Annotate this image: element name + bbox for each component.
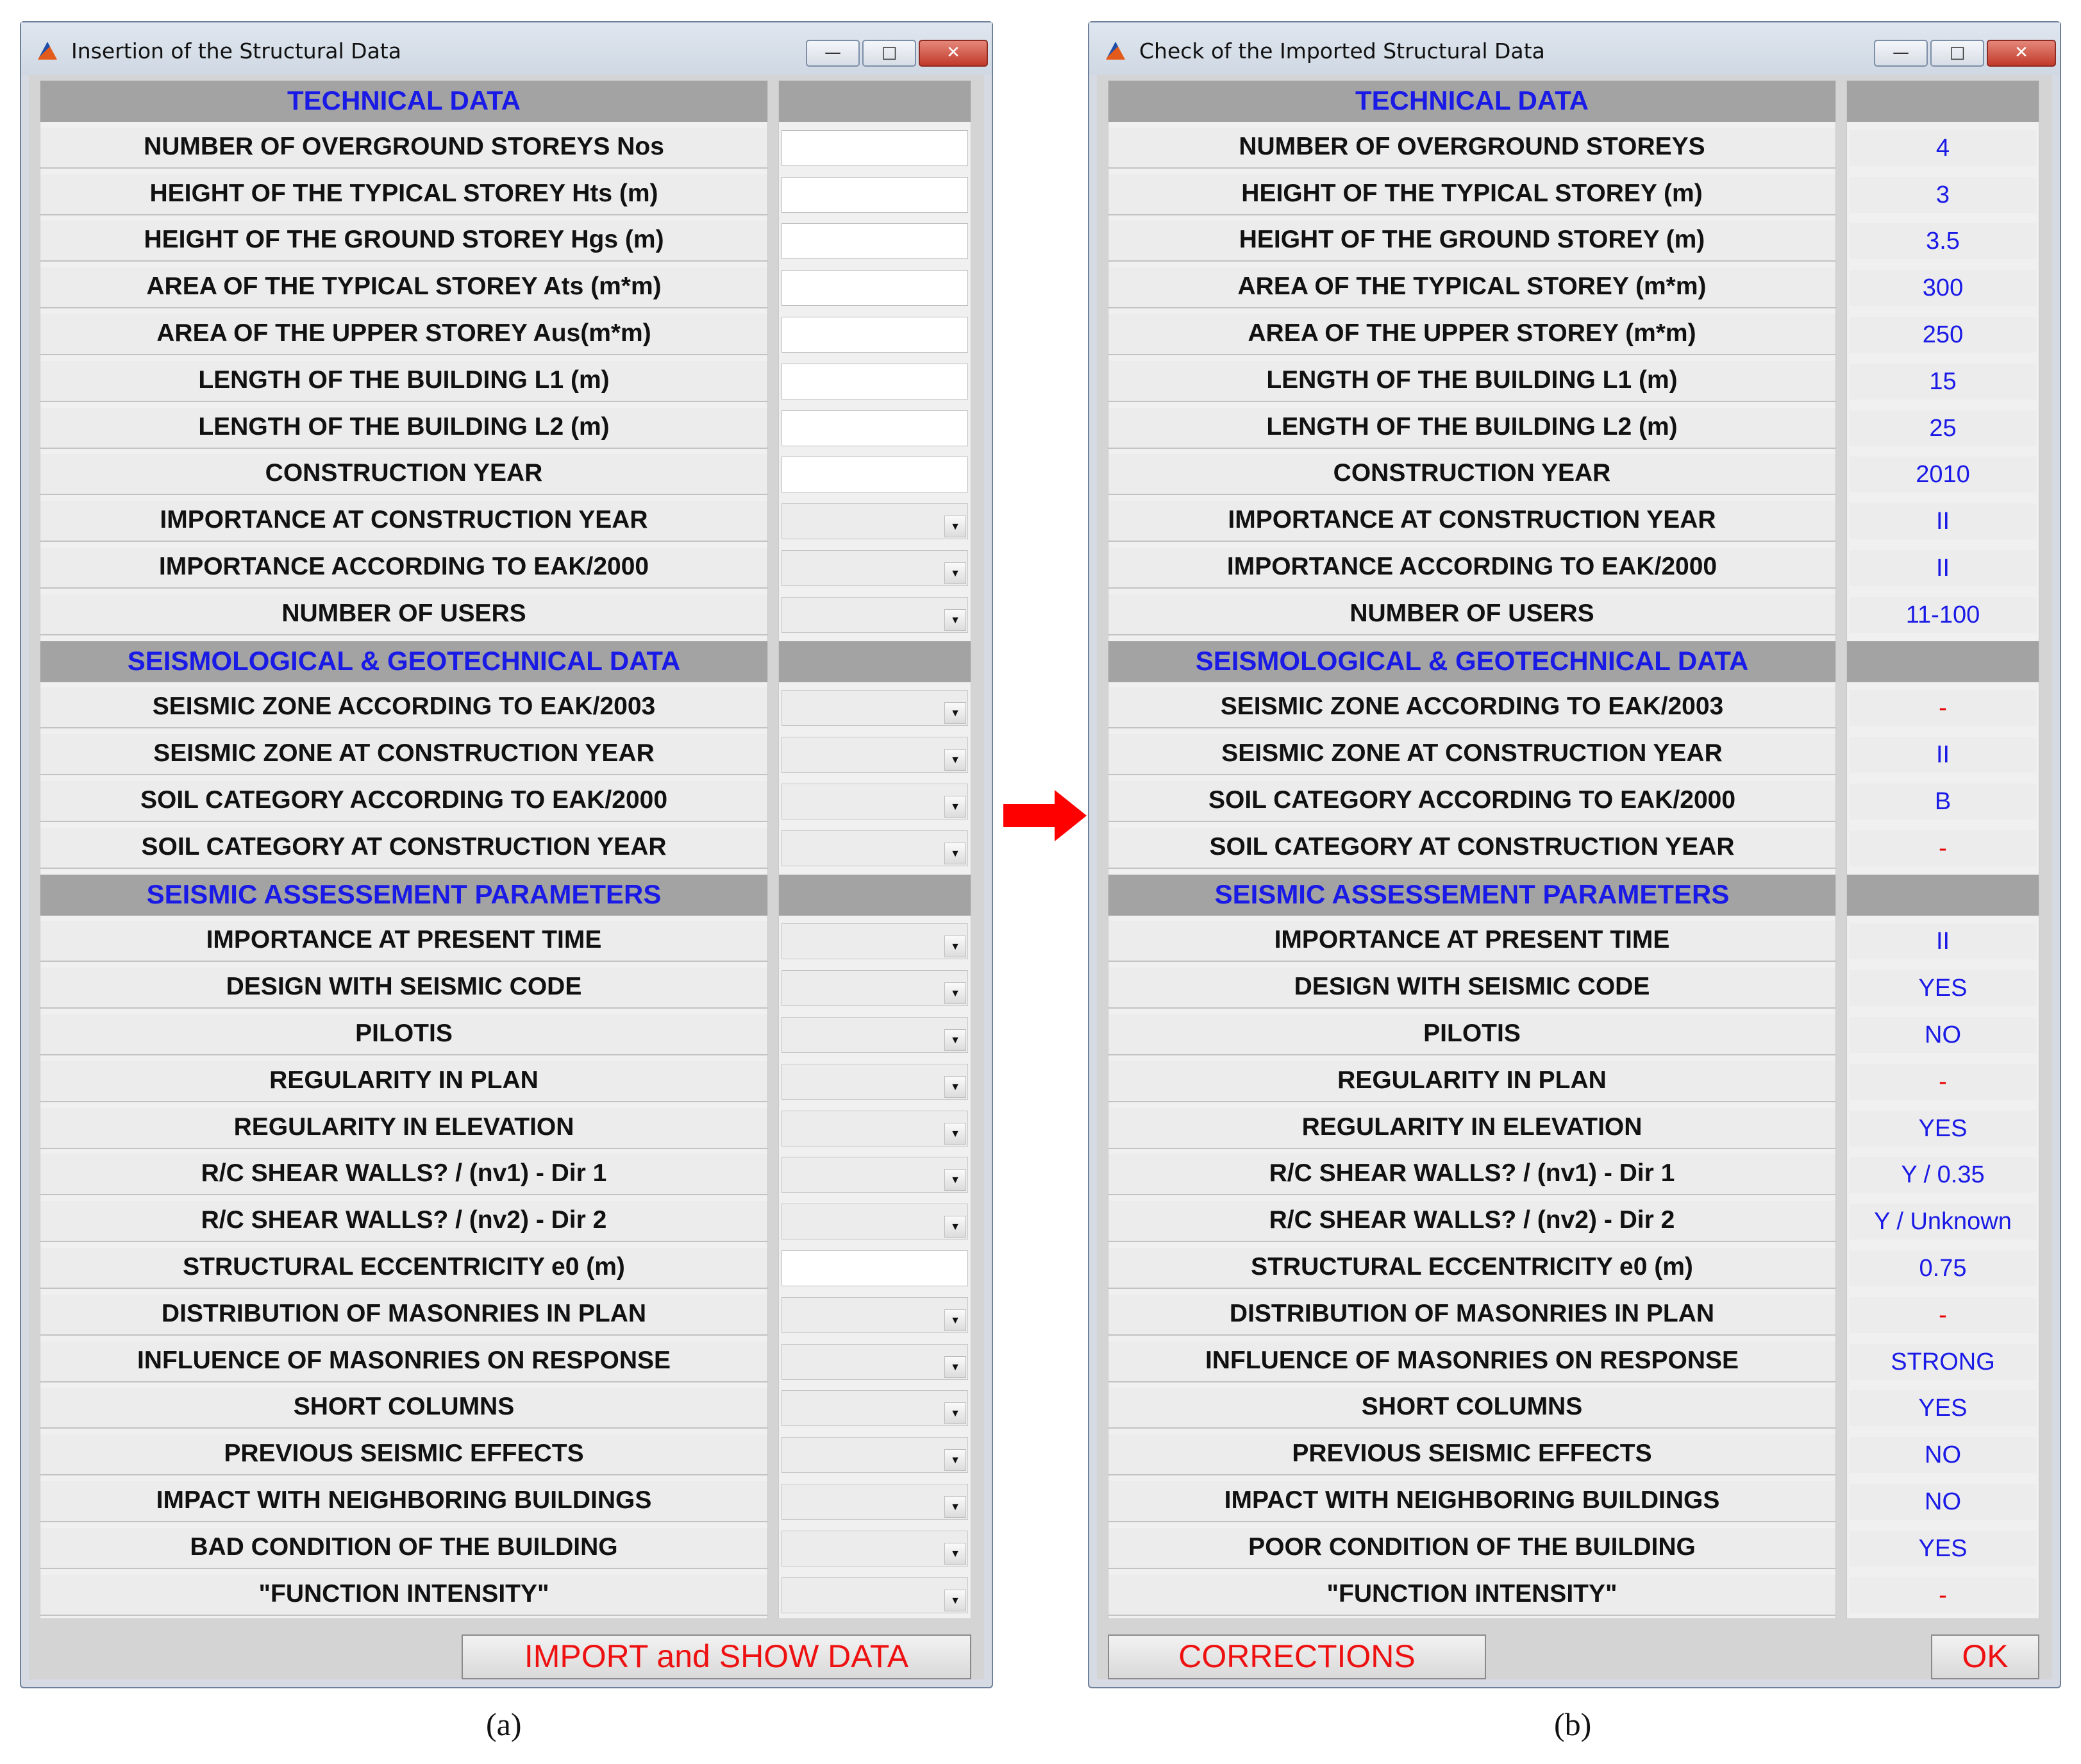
chevron-down-icon[interactable]: ▼ (944, 1449, 966, 1471)
seismic-zone-according-to-eak-2003-dropdown[interactable] (781, 690, 968, 726)
section-header-spacer (1847, 875, 2039, 916)
height-of-the-typical-storey-m-value: 3 (1850, 177, 2036, 213)
field-label: REGULARITY IN ELEVATION (1108, 1108, 1835, 1149)
value-column (1846, 80, 2039, 1619)
soil-category-according-to-eak-2000-value: B (1850, 784, 2036, 819)
height-of-the-ground-storey-hgs-m-input[interactable] (781, 223, 968, 259)
field-label: NUMBER OF OVERGROUND STOREYS (1108, 128, 1835, 169)
influence-of-masonries-on-response-dropdown[interactable] (781, 1344, 968, 1380)
close-button[interactable]: ✕ (919, 40, 988, 67)
matlab-logo-icon (1106, 42, 1125, 60)
field-label: LENGTH OF THE BUILDING L2 (m) (40, 408, 767, 449)
field-label: IMPORTANCE AT CONSTRUCTION YEAR (1108, 501, 1835, 542)
section-header: TECHNICAL DATA (1108, 81, 1835, 122)
field-label: PREVIOUS SEISMIC EFFECTS (40, 1434, 767, 1475)
chevron-down-icon[interactable]: ▼ (944, 1543, 966, 1565)
field-label: "FUNCTION INTENSITY" (40, 1575, 767, 1616)
section-header: SEISMOLOGICAL & GEOTECHNICAL DATA (1108, 641, 1835, 682)
seismic-zone-at-construction-year-value: II (1850, 737, 2036, 773)
pilotis-dropdown[interactable] (781, 1017, 968, 1053)
field-label: CONSTRUCTION YEAR (40, 454, 767, 495)
section-header-spacer (779, 81, 971, 122)
title-bar (1089, 22, 2060, 75)
bad-condition-of-the-building-dropdown[interactable] (781, 1531, 968, 1567)
chevron-down-icon[interactable]: ▼ (944, 936, 966, 957)
field-label: AREA OF THE TYPICAL STOREY Ats (m*m) (40, 267, 767, 308)
section-header: SEISMIC ASSESSEMENT PARAMETERS (1108, 875, 1835, 916)
previous-seismic-effects-value: NO (1850, 1437, 2036, 1473)
field-label: HEIGHT OF THE GROUND STOREY Hgs (m) (40, 221, 767, 262)
field-label: PREVIOUS SEISMIC EFFECTS (1108, 1434, 1835, 1475)
area-of-the-upper-storey-m-m-value: 250 (1850, 317, 2036, 353)
field-label: R/C SHEAR WALLS? / (nv2) - Dir 2 (1108, 1201, 1835, 1242)
regularity-in-plan-value: - (1850, 1064, 2036, 1100)
chevron-down-icon[interactable]: ▼ (944, 1402, 966, 1424)
field-label: SHORT COLUMNS (40, 1388, 767, 1429)
field-label: HEIGHT OF THE TYPICAL STOREY Hts (m) (40, 174, 767, 215)
corrections-button[interactable]: CORRECTIONS (1108, 1634, 1486, 1679)
importance-at-present-time-dropdown[interactable] (781, 923, 968, 959)
import-and-show-data-button[interactable]: IMPORT and SHOW DATA (462, 1634, 971, 1679)
number-of-users-value: 11-100 (1850, 597, 2036, 633)
field-label: POOR CONDITION OF THE BUILDING (1108, 1528, 1835, 1569)
design-with-seismic-code-dropdown[interactable] (781, 970, 968, 1006)
importance-according-to-eak-2000-dropdown[interactable] (781, 550, 968, 586)
field-label: IMPORTANCE AT PRESENT TIME (40, 921, 767, 962)
chevron-down-icon[interactable]: ▼ (944, 1029, 966, 1051)
structural-eccentricity-e0-m-value: 0.75 (1850, 1250, 2036, 1286)
number-of-overground-storeys-nos-input[interactable] (781, 130, 968, 166)
r-c-shear-walls-nv1-dir-1-dropdown[interactable] (781, 1157, 968, 1193)
field-label: IMPACT WITH NEIGHBORING BUILDINGS (1108, 1481, 1835, 1522)
area-of-the-upper-storey-aus-m-m-input[interactable] (781, 317, 968, 353)
influence-of-masonries-on-response-value: STRONG (1850, 1344, 2036, 1380)
construction-year-input[interactable] (781, 457, 968, 492)
maximize-button[interactable]: □ (1930, 40, 1984, 67)
soil-category-at-construction-year-value: - (1850, 830, 2036, 866)
arrow-right-icon (1003, 790, 1087, 841)
height-of-the-ground-storey-m-value: 3.5 (1850, 223, 2036, 259)
matlab-logo-icon (38, 42, 57, 60)
impact-with-neighboring-buildings-dropdown[interactable] (781, 1484, 968, 1520)
field-label: IMPACT WITH NEIGHBORING BUILDINGS (40, 1481, 767, 1522)
field-label: PILOTIS (1108, 1014, 1835, 1055)
field-label: "FUNCTION INTENSITY" (1108, 1575, 1835, 1616)
field-label: REGULARITY IN ELEVATION (40, 1108, 767, 1149)
close-button[interactable]: ✕ (1987, 40, 2056, 67)
chevron-down-icon[interactable]: ▼ (944, 982, 966, 1004)
construction-year-value: 2010 (1850, 457, 2036, 492)
section-header-spacer (1847, 81, 2039, 122)
field-label: DESIGN WITH SEISMIC CODE (40, 968, 767, 1009)
field-label: R/C SHEAR WALLS? / (nv1) - Dir 1 (1108, 1154, 1835, 1195)
field-label: INFLUENCE OF MASONRIES ON RESPONSE (1108, 1341, 1835, 1382)
section-header-spacer (779, 875, 971, 916)
chevron-down-icon[interactable]: ▼ (944, 1356, 966, 1378)
field-label: IMPORTANCE AT PRESENT TIME (1108, 921, 1835, 962)
field-label: AREA OF THE UPPER STOREY (m*m) (1108, 314, 1835, 355)
check-window (1088, 21, 2061, 1688)
field-label: LENGTH OF THE BUILDING L2 (m) (1108, 408, 1835, 449)
number-of-overground-storeys-value: 4 (1850, 130, 2036, 166)
function-intensity-value: - (1850, 1577, 2036, 1613)
field-label: AREA OF THE TYPICAL STOREY (m*m) (1108, 267, 1835, 308)
importance-at-construction-year-dropdown[interactable] (781, 503, 968, 539)
label-column (40, 80, 768, 1619)
field-label: R/C SHEAR WALLS? / (nv2) - Dir 2 (40, 1201, 767, 1242)
chevron-down-icon[interactable]: ▼ (944, 1169, 966, 1191)
field-label: SEISMIC ZONE AT CONSTRUCTION YEAR (40, 734, 767, 775)
importance-according-to-eak-2000-value: II (1850, 550, 2036, 586)
height-of-the-typical-storey-hts-m-input[interactable] (781, 177, 968, 213)
maximize-button[interactable]: □ (862, 40, 916, 67)
field-label: SEISMIC ZONE AT CONSTRUCTION YEAR (1108, 734, 1835, 775)
design-with-seismic-code-value: YES (1850, 970, 2036, 1006)
area-of-the-typical-storey-m-m-value: 300 (1850, 270, 2036, 306)
distribution-of-masonries-in-plan-value: - (1850, 1297, 2036, 1333)
impact-with-neighboring-buildings-value: NO (1850, 1484, 2036, 1520)
r-c-shear-walls-nv1-dir-1-value: Y / 0.35 (1850, 1157, 2036, 1193)
field-label: SHORT COLUMNS (1108, 1388, 1835, 1429)
field-label: LENGTH OF THE BUILDING L1 (m) (1108, 361, 1835, 402)
importance-at-present-time-value: II (1850, 923, 2036, 959)
r-c-shear-walls-nv2-dir-2-value: Y / Unknown (1850, 1204, 2036, 1239)
length-of-the-building-l1-m-input[interactable] (781, 364, 968, 399)
short-columns-dropdown[interactable] (781, 1390, 968, 1426)
field-label: BAD CONDITION OF THE BUILDING (40, 1528, 767, 1569)
chevron-down-icon[interactable]: ▼ (944, 843, 966, 864)
insertion-window (20, 21, 993, 1688)
area-of-the-typical-storey-ats-m-m-input[interactable] (781, 270, 968, 306)
caption-a: (a) (486, 1706, 522, 1742)
chevron-down-icon[interactable]: ▼ (944, 1590, 966, 1611)
poor-condition-of-the-building-value: YES (1850, 1531, 2036, 1567)
caption-b: (b) (1554, 1706, 1592, 1742)
structural-eccentricity-e0-m-input[interactable] (781, 1250, 968, 1286)
length-of-the-building-l2-m-input[interactable] (781, 410, 968, 446)
chevron-down-icon[interactable]: ▼ (944, 1076, 966, 1098)
field-label: DISTRIBUTION OF MASONRIES IN PLAN (40, 1295, 767, 1336)
chevron-down-icon[interactable]: ▼ (944, 1496, 966, 1518)
field-label: LENGTH OF THE BUILDING L1 (m) (40, 361, 767, 402)
field-label: SOIL CATEGORY ACCORDING TO EAK/2000 (40, 781, 767, 822)
field-label: PILOTIS (40, 1014, 767, 1055)
regularity-in-elevation-dropdown[interactable] (781, 1111, 968, 1147)
input-column (778, 80, 971, 1619)
section-header-spacer (1847, 641, 2039, 682)
chevron-down-icon[interactable]: ▼ (944, 609, 966, 631)
section-header: TECHNICAL DATA (40, 81, 767, 122)
chevron-down-icon[interactable]: ▼ (944, 749, 966, 771)
field-label: SOIL CATEGORY AT CONSTRUCTION YEAR (40, 828, 767, 869)
field-label: SOIL CATEGORY ACCORDING TO EAK/2000 (1108, 781, 1835, 822)
length-of-the-building-l1-m-value: 15 (1850, 364, 2036, 399)
section-header: SEISMOLOGICAL & GEOTECHNICAL DATA (40, 641, 767, 682)
field-label: R/C SHEAR WALLS? / (nv1) - Dir 1 (40, 1154, 767, 1195)
section-header-spacer (779, 641, 971, 682)
minimize-button[interactable]: — (806, 40, 860, 67)
field-label: NUMBER OF USERS (1108, 594, 1835, 635)
chevron-down-icon[interactable]: ▼ (944, 1216, 966, 1238)
title-bar (21, 22, 992, 75)
chevron-down-icon[interactable]: ▼ (944, 1123, 966, 1145)
window-title: Insertion of the Structural Data (71, 38, 401, 63)
length-of-the-building-l2-m-value: 25 (1850, 410, 2036, 446)
field-label: STRUCTURAL ECCENTRICITY e0 (m) (40, 1248, 767, 1289)
field-label: DESIGN WITH SEISMIC CODE (1108, 968, 1835, 1009)
field-label: HEIGHT OF THE TYPICAL STOREY (m) (1108, 174, 1835, 215)
seismic-zone-according-to-eak-2003-value: - (1850, 690, 2036, 726)
regularity-in-elevation-value: YES (1850, 1111, 2036, 1147)
chevron-down-icon[interactable]: ▼ (944, 702, 966, 724)
field-label: AREA OF THE UPPER STOREY Aus(m*m) (40, 314, 767, 355)
minimize-button[interactable]: — (1874, 40, 1928, 67)
field-label: CONSTRUCTION YEAR (1108, 454, 1835, 495)
field-label: NUMBER OF USERS (40, 594, 767, 635)
soil-category-at-construction-year-dropdown[interactable] (781, 830, 968, 866)
distribution-of-masonries-in-plan-dropdown[interactable] (781, 1297, 968, 1333)
field-label: NUMBER OF OVERGROUND STOREYS Nos (40, 128, 767, 169)
seismic-zone-at-construction-year-dropdown[interactable] (781, 737, 968, 773)
ok-button[interactable]: OK (1931, 1634, 2039, 1679)
importance-at-construction-year-value: II (1850, 503, 2036, 539)
number-of-users-dropdown[interactable] (781, 597, 968, 633)
label-column (1108, 80, 1836, 1619)
short-columns-value: YES (1850, 1390, 2036, 1426)
form-area (29, 75, 984, 1679)
chevron-down-icon[interactable]: ▼ (944, 796, 966, 818)
chevron-down-icon[interactable]: ▼ (944, 516, 966, 537)
field-label: DISTRIBUTION OF MASONRIES IN PLAN (1108, 1295, 1835, 1336)
field-label: SEISMIC ZONE ACCORDING TO EAK/2003 (1108, 687, 1835, 728)
pilotis-value: NO (1850, 1017, 2036, 1053)
field-label: IMPORTANCE AT CONSTRUCTION YEAR (40, 501, 767, 542)
section-header: SEISMIC ASSESSEMENT PARAMETERS (40, 875, 767, 916)
field-label: INFLUENCE OF MASONRIES ON RESPONSE (40, 1341, 767, 1382)
field-label: STRUCTURAL ECCENTRICITY e0 (m) (1108, 1248, 1835, 1289)
soil-category-according-to-eak-2000-dropdown[interactable] (781, 784, 968, 819)
field-label: SEISMIC ZONE ACCORDING TO EAK/2003 (40, 687, 767, 728)
previous-seismic-effects-dropdown[interactable] (781, 1437, 968, 1473)
field-label: IMPORTANCE ACCORDING TO EAK/2000 (1108, 548, 1835, 589)
r-c-shear-walls-nv2-dir-2-dropdown[interactable] (781, 1204, 968, 1239)
field-label: SOIL CATEGORY AT CONSTRUCTION YEAR (1108, 828, 1835, 869)
field-label: HEIGHT OF THE GROUND STOREY (m) (1108, 221, 1835, 262)
window-title: Check of the Imported Structural Data (1139, 38, 1545, 63)
chevron-down-icon[interactable]: ▼ (944, 1309, 966, 1331)
chevron-down-icon[interactable]: ▼ (944, 562, 966, 584)
field-label: IMPORTANCE ACCORDING TO EAK/2000 (40, 548, 767, 589)
function-intensity-dropdown[interactable] (781, 1577, 968, 1613)
form-area (1097, 75, 2052, 1679)
regularity-in-plan-dropdown[interactable] (781, 1064, 968, 1100)
field-label: REGULARITY IN PLAN (1108, 1061, 1835, 1102)
field-label: REGULARITY IN PLAN (40, 1061, 767, 1102)
